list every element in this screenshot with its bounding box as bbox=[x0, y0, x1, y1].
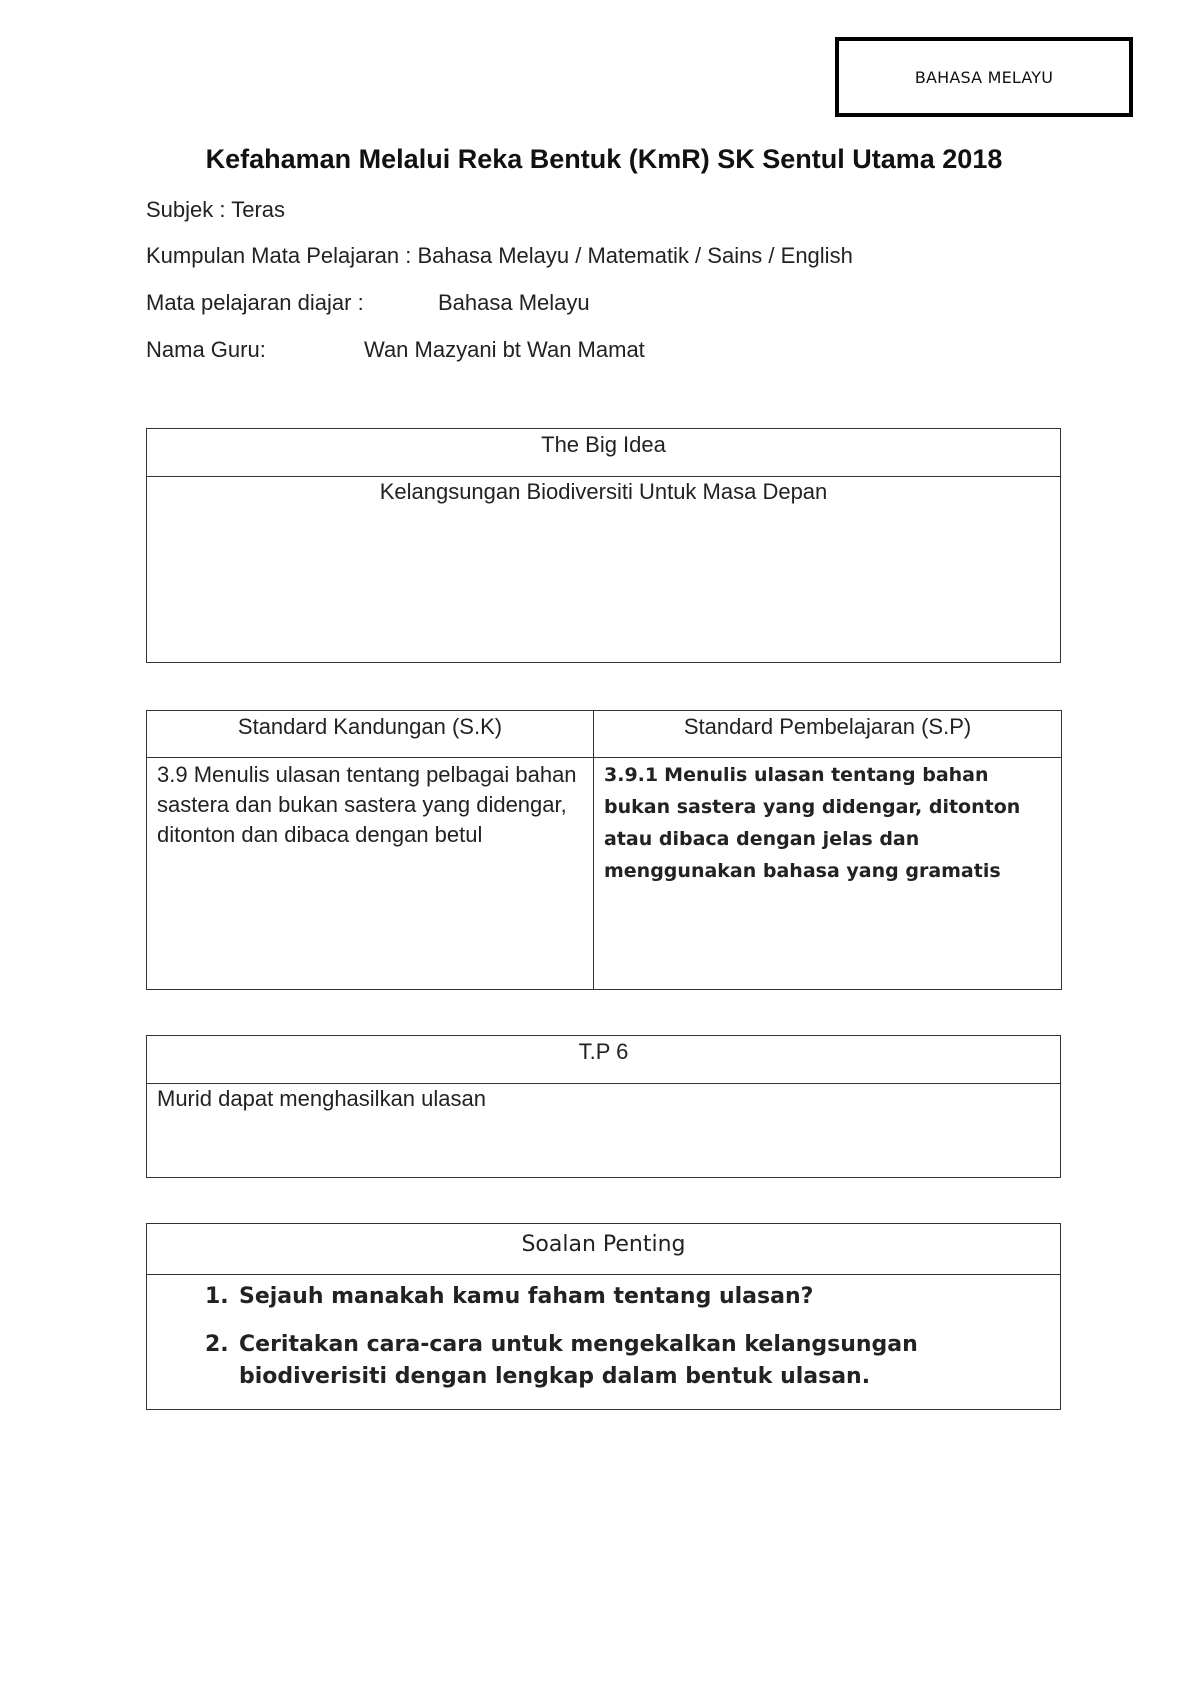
question-text: Ceritakan cara-cara untuk mengekalkan kelangsungan biodiverisiti dengan lengkap dalam bentuk ulasan. bbox=[239, 1332, 918, 1389]
subject-tag-label: BAHASA MELAYU bbox=[914, 67, 1054, 87]
questions-list bbox=[157, 1281, 1050, 1393]
sp-number: 3.9.1 bbox=[604, 764, 659, 786]
big-idea-header: The Big Idea bbox=[147, 429, 1061, 477]
soalan-table bbox=[146, 1223, 1061, 1410]
info-nama-guru bbox=[146, 337, 645, 363]
sp-content-cell bbox=[594, 758, 1062, 990]
question-text: Sejauh manakah kamu faham tentang ulasan? bbox=[239, 1284, 814, 1309]
standards-table bbox=[146, 710, 1062, 990]
page-title: Kefahaman Melalui Reka Bentuk (KmR) SK Sentul Utama 2018 bbox=[205, 144, 1003, 174]
tp-content: Murid dapat menghasilkan ulasan bbox=[147, 1084, 1061, 1178]
info-kumpulan: Kumpulan Mata Pelajaran : Bahasa Melayu / Matematik / Sains / English bbox=[146, 243, 853, 268]
big-idea-table bbox=[146, 428, 1061, 663]
sk-header: Standard Kandungan (S.K) bbox=[147, 711, 594, 758]
nama-guru-value: Wan Mazyani bt Wan Mamat bbox=[364, 337, 645, 362]
soalan-content bbox=[147, 1275, 1061, 1410]
sp-header: Standard Pembelajaran (S.P) bbox=[594, 711, 1062, 758]
tp-table bbox=[146, 1035, 1061, 1178]
sp-content: Menulis ulasan tentang bahan bukan sastera yang didengar, ditonton atau dibaca dengan jelas dan menggunakan bahasa yang gramatis bbox=[604, 764, 1021, 882]
question-number: 2. bbox=[205, 1332, 229, 1357]
sk-content: 3.9 Menulis ulasan tentang pelbagai bahan sastera dan bukan sastera yang didengar, ditonton dan dibaca dengan betul bbox=[147, 758, 594, 990]
mata-pelajaran-label: Mata pelajaran diajar : bbox=[146, 290, 364, 315]
big-idea-content: Kelangsungan Biodiversiti Untuk Masa Depan bbox=[147, 477, 1061, 663]
question-item bbox=[157, 1329, 1050, 1393]
tp-header: T.P 6 bbox=[147, 1036, 1061, 1084]
soalan-header: Soalan Penting bbox=[147, 1224, 1061, 1275]
subject-tag-box bbox=[835, 37, 1133, 117]
mata-pelajaran-value: Bahasa Melayu bbox=[438, 290, 590, 315]
question-item bbox=[157, 1281, 1050, 1313]
info-mata-pelajaran bbox=[146, 290, 590, 316]
info-subjek: Subjek : Teras bbox=[146, 197, 286, 222]
nama-guru-label: Nama Guru: bbox=[146, 337, 266, 362]
question-number: 1. bbox=[205, 1284, 229, 1309]
